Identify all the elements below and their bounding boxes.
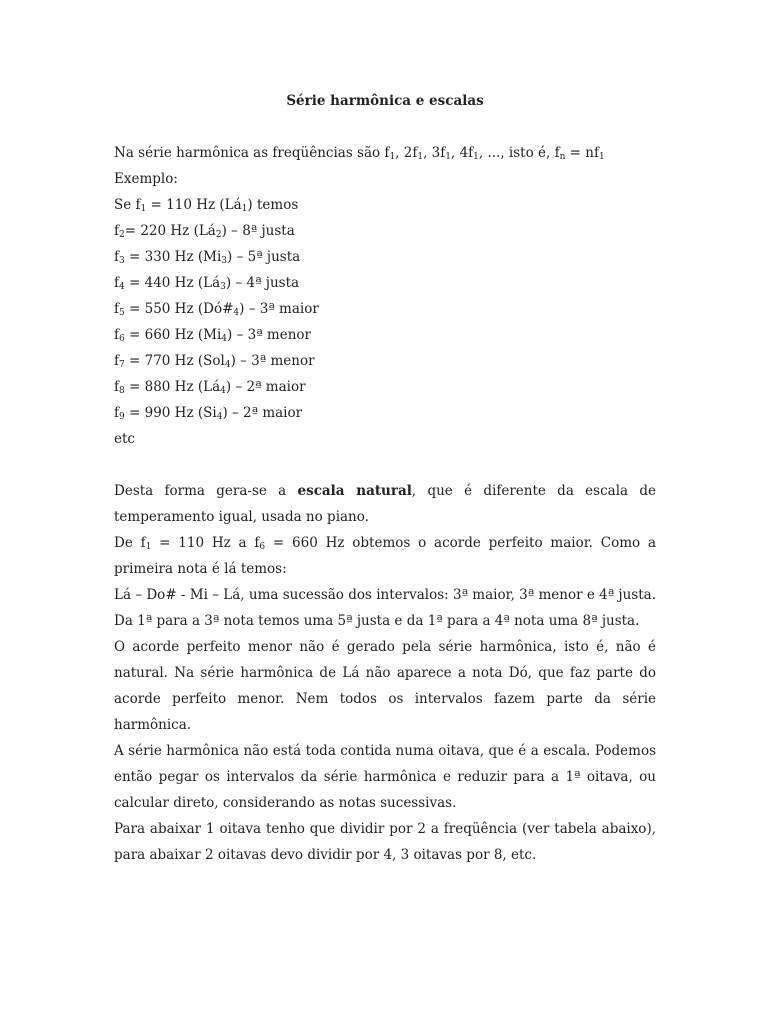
paragraph-sub: 1: [145, 542, 152, 552]
example-text: f: [114, 353, 119, 369]
example-text: f: [114, 379, 119, 395]
paragraph-text: = 110 Hz a f: [151, 535, 260, 551]
paragraph-lower-octave: Para abaixar 1 oitava tenho que dividir por 2 a freqüência (ver tabela abaixo), para abaixar 2 oitavas devo dividir por 4, 3 oitavas por 8, etc.: [114, 821, 656, 863]
example-list: [114, 192, 656, 426]
example-line: [114, 244, 656, 270]
intro-sub: n: [559, 152, 566, 162]
example-text: = 330 Hz (Mi: [124, 249, 222, 265]
example-text: ) – 2ª maior: [222, 405, 303, 421]
paragraph-text: De f: [114, 535, 146, 551]
example-sub: 4: [233, 308, 240, 318]
example-line: [114, 296, 656, 322]
paragraph-text: = 660 Hz obtemos o acorde perfeito maior. Como a primeira nota é lá temos:: [114, 535, 656, 577]
page-title: Série harmônica e escalas: [286, 93, 484, 109]
example-text: ) – 4ª justa: [225, 275, 300, 291]
intro-text: , 3f: [423, 145, 446, 161]
example-line: [114, 348, 656, 374]
example-text: = 220 Hz (Lá: [124, 223, 216, 239]
paragraph-natural-scale: [114, 478, 656, 530]
paragraph-minor-chord: O acorde perfeito menor não é gerado pela série harmônica, isto é, não é natural. Na série harmônica de Lá não aparece a nota Dó, que faz parte do acorde perfeito menor. Nem todos os intervalos fazem parte da série harmônica.: [114, 639, 656, 733]
example-sub: 3: [119, 256, 125, 266]
example-sub: 4: [216, 412, 223, 422]
example-sub: 1: [140, 204, 147, 214]
intro-sub: 1: [417, 152, 424, 162]
example-sub: 1: [241, 204, 248, 214]
bold-term: escala natural: [297, 483, 412, 499]
example-text: ) temos: [247, 197, 299, 213]
example-line: [114, 218, 656, 244]
paragraph-text: Desta forma gera-se a: [114, 483, 298, 499]
example-text: ) – 8ª justa: [221, 223, 295, 239]
paragraph-octave: A série harmônica não está toda contida numa oitava, que é a escala. Podemos então pegar os intervalos da série harmônica e reduzir para a 1ª oitava, ou calcular direto, considerando as notas sucessivas.: [114, 743, 656, 811]
etc-line: etc: [114, 431, 135, 447]
example-sub: 5: [119, 308, 125, 318]
example-line: [114, 322, 656, 348]
intro-sub: 1: [473, 152, 479, 162]
example-text: = 550 Hz (Dó#: [124, 301, 234, 317]
paragraph-intervals: Lá – Do# - Mi – Lá, uma sucessão dos intervalos: 3ª maior, 3ª menor e 4ª justa. Da 1ª para a 3ª nota temos uma 5ª justa e da 1ª para a 4ª nota uma 8ª justa.: [114, 587, 656, 629]
intro-sub: 1: [389, 152, 396, 162]
intro-text: Na série harmônica as freqüências são f: [114, 145, 390, 161]
example-text: ) – 3ª menor: [230, 353, 315, 369]
example-line: [114, 270, 656, 296]
example-sub: 9: [119, 412, 125, 422]
example-text: f: [114, 249, 119, 265]
example-sub: 4: [119, 282, 125, 292]
intro-sub: 1: [445, 152, 451, 162]
example-text: = 440 Hz (Lá: [124, 275, 221, 291]
example-sub: 4: [224, 360, 231, 370]
spacer: [114, 452, 656, 478]
intro-line: [114, 140, 656, 166]
example-sub: 7: [119, 360, 125, 370]
example-text: f: [114, 275, 119, 291]
example-text: = 990 Hz (Si: [124, 405, 217, 421]
document-page: [114, 88, 656, 868]
example-text: ) – 3ª maior: [239, 301, 319, 317]
intro-text: = nf: [565, 145, 599, 161]
intro-text: , 4f: [450, 145, 474, 161]
example-line: [114, 400, 656, 426]
example-label: Exemplo:: [114, 171, 178, 187]
example-text: ) – 5ª justa: [227, 249, 301, 265]
paragraph-text: , que é diferente da escala de temperamento igual, usada no piano.: [114, 483, 656, 525]
intro-text: , 2f: [395, 145, 418, 161]
example-line: [114, 374, 656, 400]
intro-sub: 1: [598, 152, 605, 162]
example-sub: 3: [221, 256, 228, 266]
example-text: ) – 3ª menor: [227, 327, 311, 343]
example-text: = 660 Hz (Mi: [124, 327, 222, 343]
example-sub: 8: [119, 386, 125, 396]
paragraph-sub: 6: [259, 542, 266, 552]
example-text: f: [114, 301, 119, 317]
example-sub: 6: [119, 334, 125, 344]
example-sub: 4: [220, 386, 226, 396]
example-text: ) – 2ª maior: [225, 379, 306, 395]
example-text: f: [114, 327, 119, 343]
example-sub: 2: [119, 230, 125, 240]
example-text: f: [114, 405, 119, 421]
paragraph-major-chord: [114, 530, 656, 582]
example-text: = 770 Hz (Sol: [124, 353, 225, 369]
example-sub: 2: [215, 230, 222, 240]
example-text: Se f: [114, 197, 141, 213]
example-text: f: [114, 223, 119, 239]
example-sub: 4: [221, 334, 228, 344]
example-text: = 880 Hz (Lá: [124, 379, 221, 395]
example-text: = 110 Hz (Lá: [146, 197, 242, 213]
example-sub: 3: [220, 282, 226, 292]
intro-text: , ..., isto é, f: [478, 145, 560, 161]
example-line: [114, 192, 656, 218]
